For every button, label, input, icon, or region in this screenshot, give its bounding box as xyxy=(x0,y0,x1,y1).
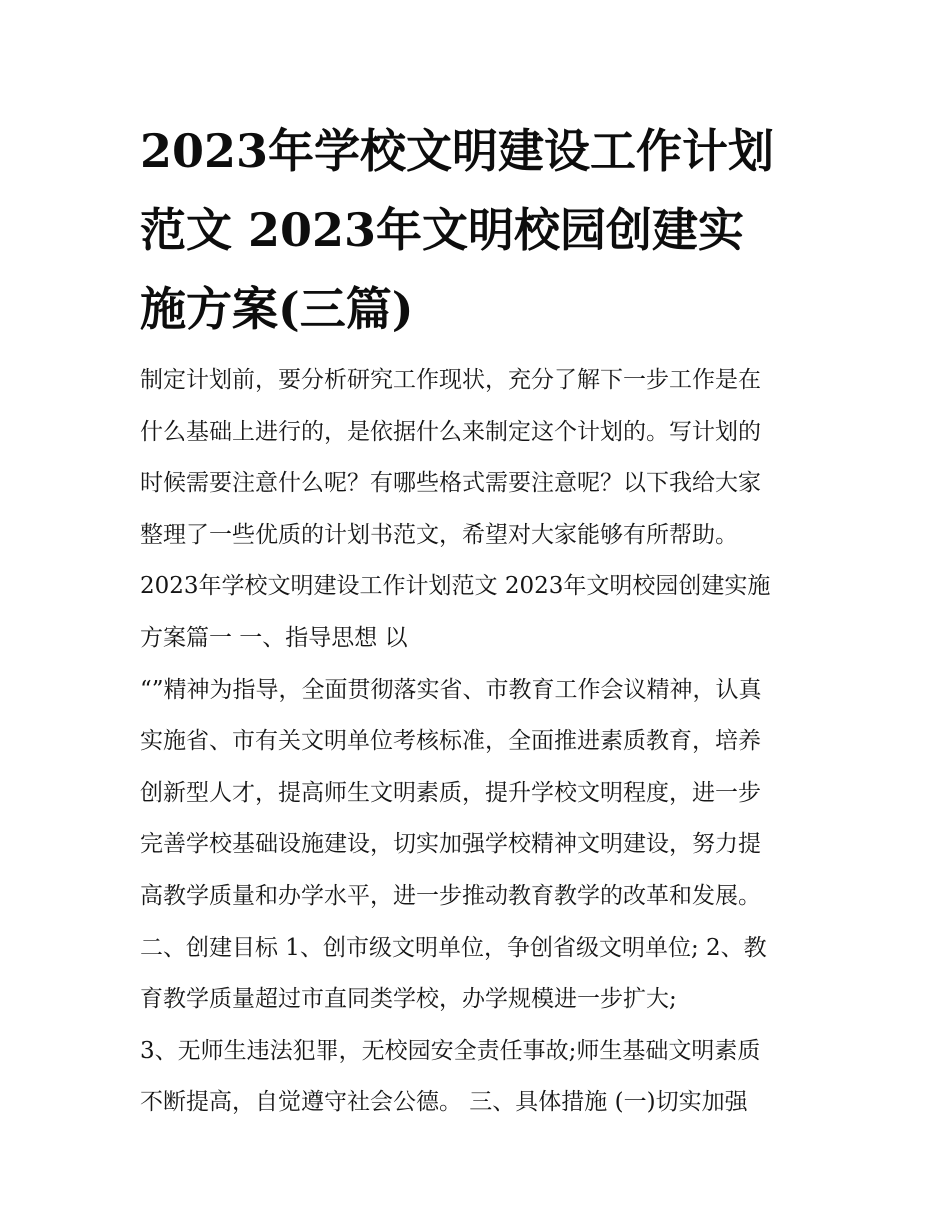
document-title xyxy=(140,112,820,349)
body-line: 制定计划前，要分析研究工作现状，充分了解下一步工作是在 xyxy=(140,367,761,393)
body-line: 创新型人才，提高师生文明素质，提升学校文明程度，进一步 xyxy=(140,779,761,806)
body-line: 2023年学校文明建设工作计划范文 2023年文明校园创建实施 xyxy=(140,573,771,600)
body-line: “”精神为指导，全面贯彻落实省、市教育工作会议精神，认真 xyxy=(140,676,762,703)
body-line: 什么基础上进行的，是依据什么来制定这个计划的。写计划的 xyxy=(140,418,761,445)
title-line: 范文 2023年文明校园创建实 xyxy=(140,203,745,257)
body-line: 方案篇一 一、指导思想 以 xyxy=(140,624,408,651)
title-line: 施方案(三篇) xyxy=(140,282,414,336)
body-line: 时候需要注意什么呢？有哪些格式需要注意呢？以下我给大家 xyxy=(140,470,761,497)
body-line: 二、创建目标 1、创市级文明单位，争创省级文明单位; 2、教 xyxy=(140,934,767,961)
document-body xyxy=(140,355,830,1129)
body-line: 实施省、市有关文明单位考核标准，全面推进素质教育，培养 xyxy=(140,728,761,755)
body-line: 高教学质量和办学水平，进一步推动教育教学的改革和发展。 xyxy=(140,882,761,909)
body-line: 育教学质量超过市直同类学校，办学规模进一步扩大; xyxy=(140,986,677,1013)
title-line: 2023年学校文明建设工作计划 xyxy=(140,124,775,178)
body-line: 不断提高，自觉遵守社会公德。 三、具体措施 (一)切实加强 xyxy=(140,1089,748,1116)
body-line: 3、无师生违法犯罪，无校园安全责任事故;师生基础文明素质 xyxy=(140,1037,761,1064)
body-line: 完善学校基础设施建设，切实加强学校精神文明建设，努力提 xyxy=(140,831,761,858)
body-line: 整理了一些优质的计划书范文，希望对大家能够有所帮助。 xyxy=(140,521,738,548)
